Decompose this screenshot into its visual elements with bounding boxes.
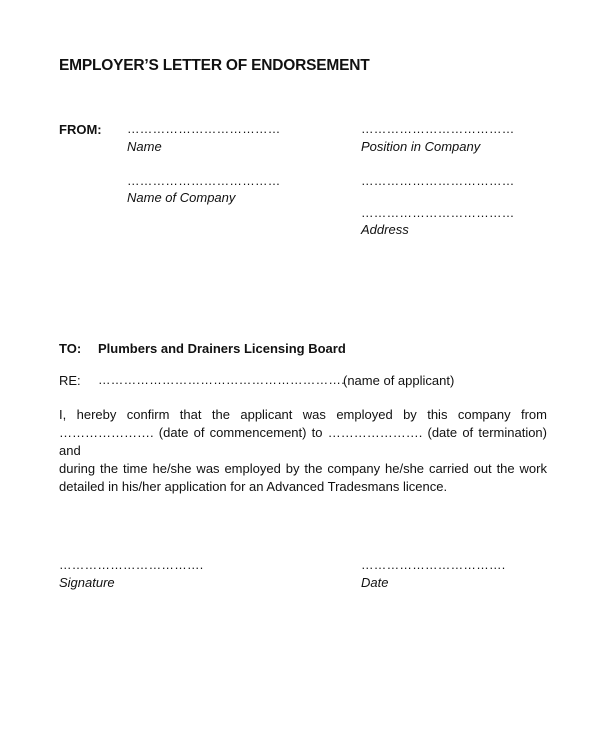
re-dots: …………………………………………………. xyxy=(98,373,345,387)
to-recipient: Plumbers and Drainers Licensing Board xyxy=(98,341,346,356)
re-label: RE: xyxy=(59,373,81,388)
from-label: FROM: xyxy=(59,122,102,137)
confirmation-paragraph xyxy=(59,406,547,496)
re-applicant-hint: (name of applicant) xyxy=(343,373,455,388)
date-caption: Date xyxy=(361,575,389,590)
paragraph-line: during the time he/she was employed by the company he/she carried out the work xyxy=(59,461,547,476)
from-address-line1-dots: ……………………………… xyxy=(361,174,515,188)
paragraph-line: …………………. (date of commencement) to …………………. (date of termination) and xyxy=(59,425,547,458)
paragraph-line: I, hereby confirm that the applicant was employed by this company from xyxy=(59,407,547,422)
date-dots: ……………………………. xyxy=(361,558,506,572)
signature-dots: ……………………………. xyxy=(59,558,204,572)
document-title: EMPLOYER’S LETTER OF ENDORSEMENT xyxy=(59,57,370,74)
from-position-caption: Position in Company xyxy=(361,139,481,154)
from-name-caption: Name xyxy=(127,139,162,154)
from-address-caption: Address xyxy=(361,222,409,237)
from-address-line2-dots: ……………………………… xyxy=(361,206,515,220)
from-position-dots: ……………………………… xyxy=(361,122,515,136)
signature-caption: Signature xyxy=(59,575,115,590)
to-label: TO: xyxy=(59,341,82,356)
paragraph-line: detailed in his/her application for an Advanced Tradesmans licence. xyxy=(59,479,448,494)
from-company-caption: Name of Company xyxy=(127,190,236,205)
from-name-dots: ……………………………… xyxy=(127,122,281,136)
from-company-dots: ……………………………… xyxy=(127,174,281,188)
